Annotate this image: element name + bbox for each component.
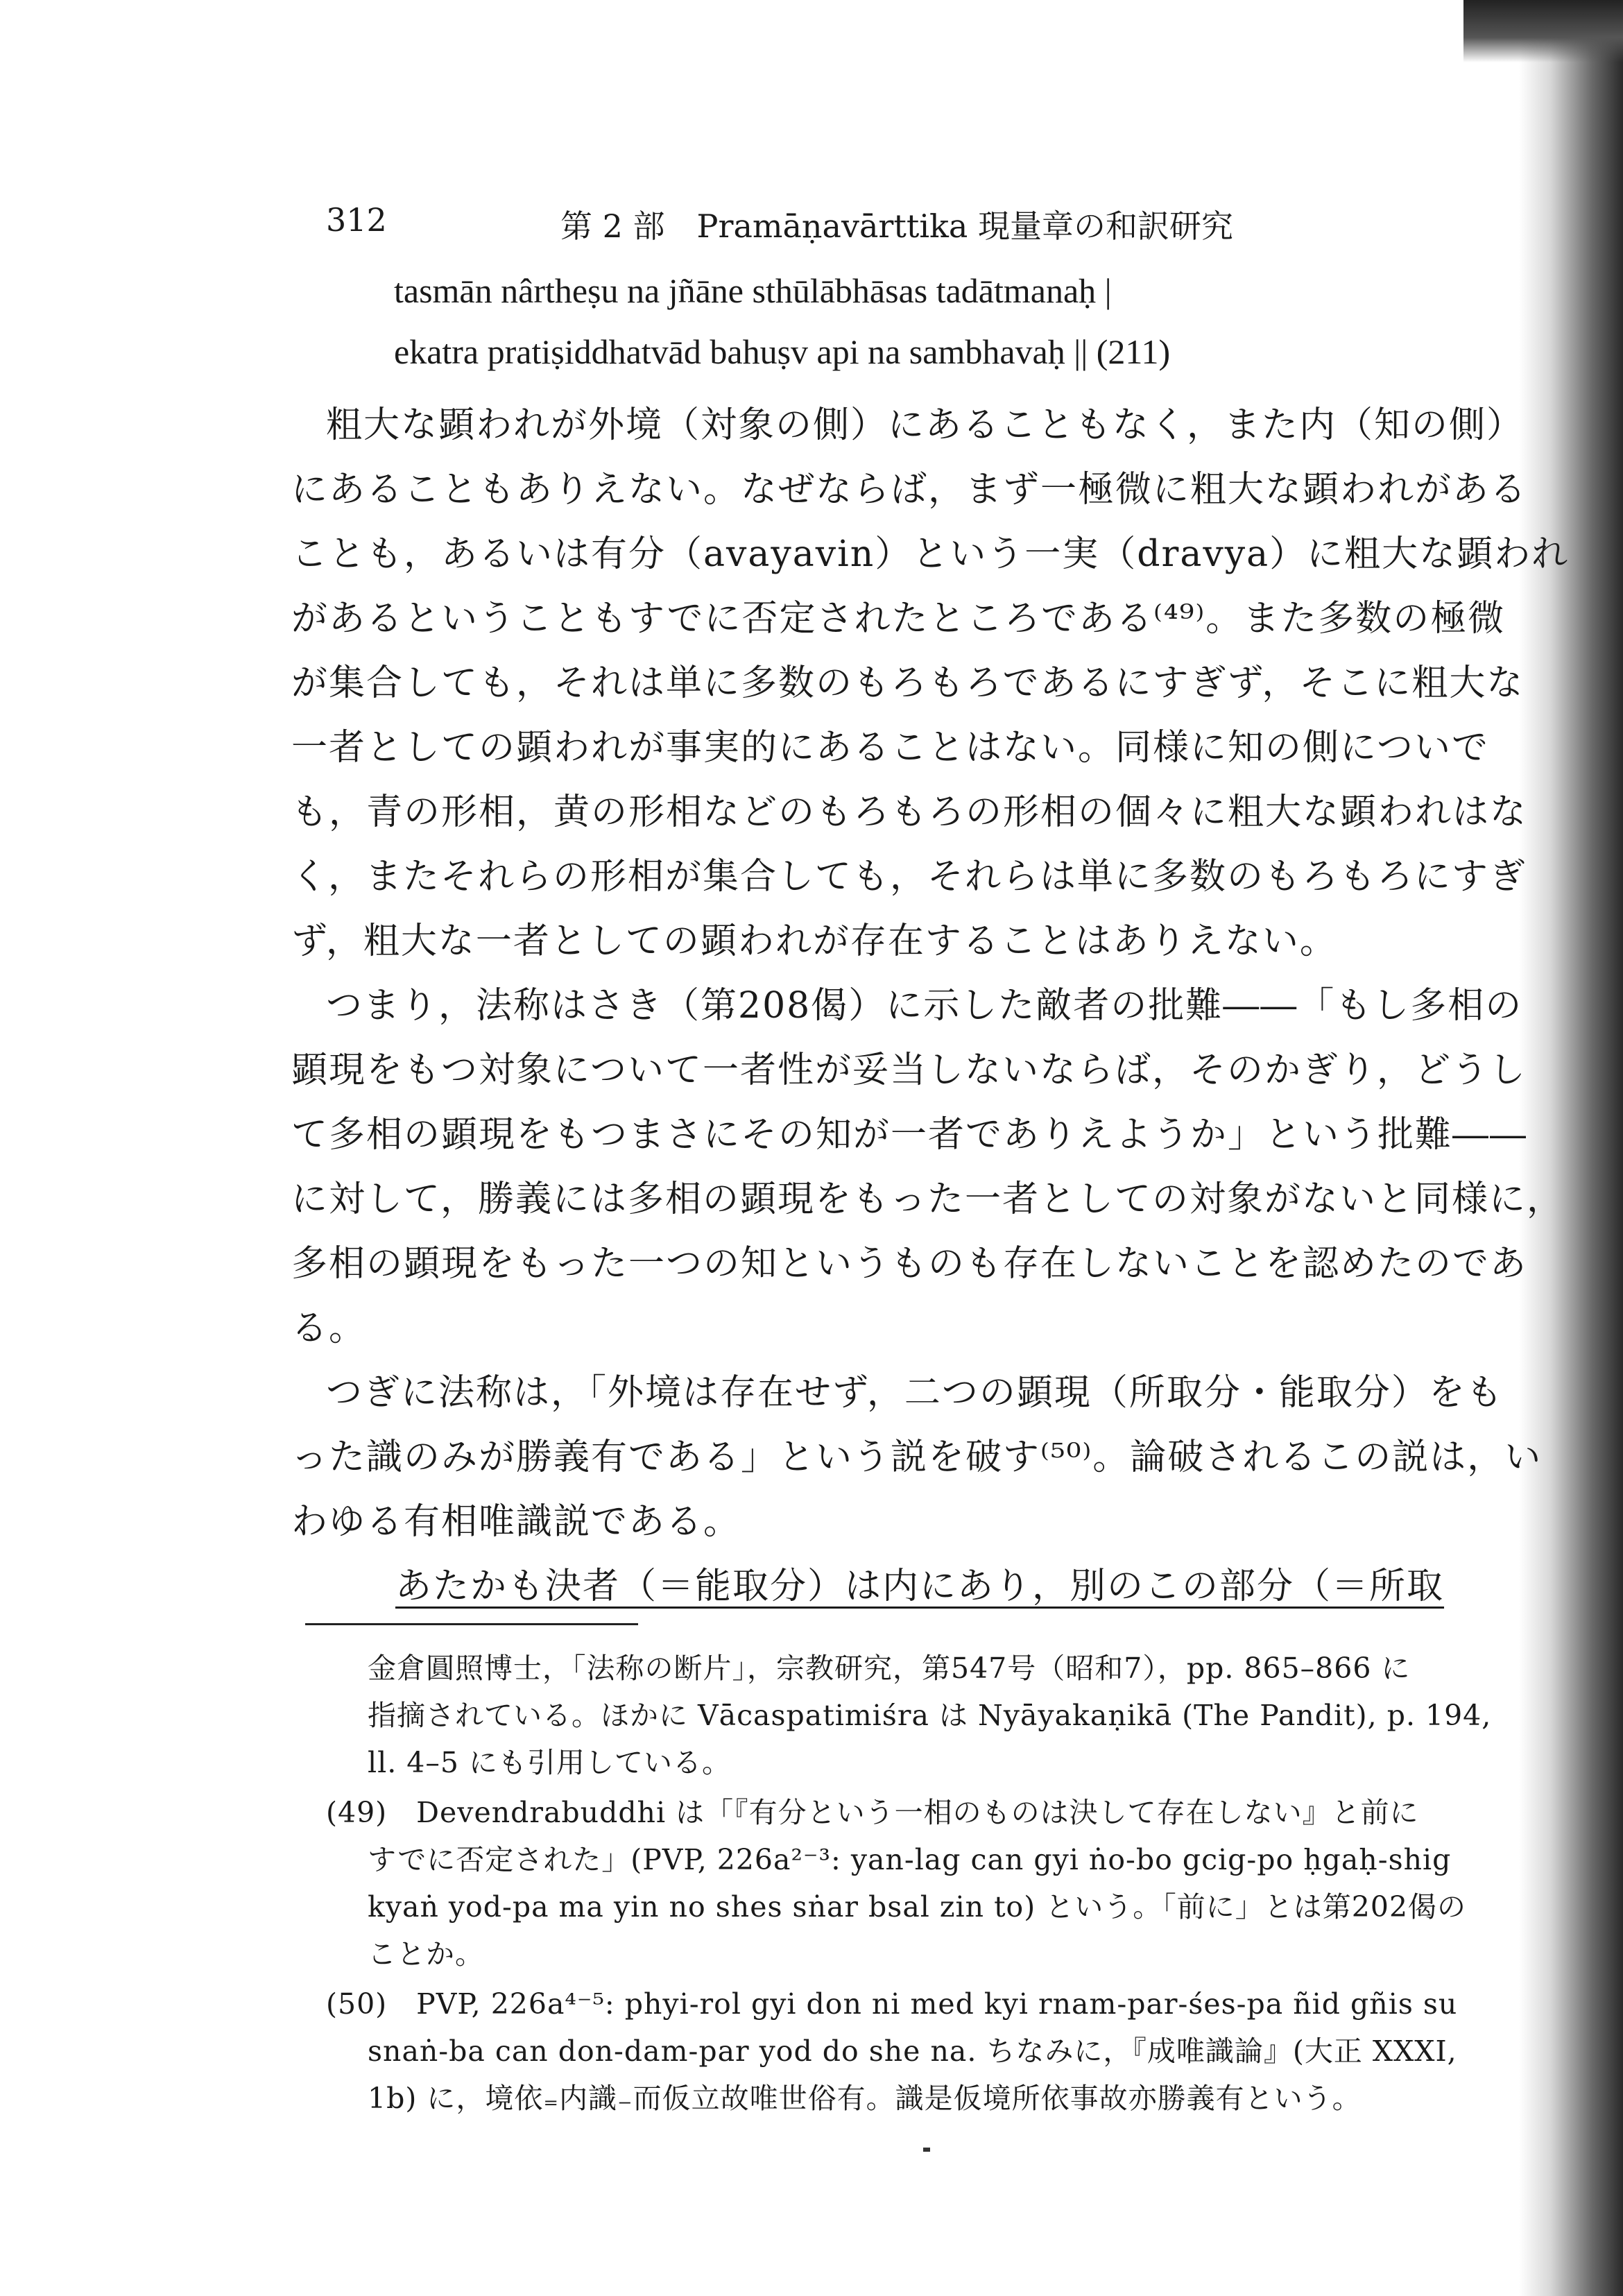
footnote-line: snaṅ-ba can don-dam-par yod do she na. ちなみに，『成唯識論』(大正 XXXI, [368,2034,1457,2068]
body-line: つまり，法称はさき（第208偈）に示した敵者の批難――「もし多相の [326,985,1523,1027]
body-line: が集合しても，それは単に多数のもろもろであるにすぎず，そこに粗大な [291,662,1525,704]
body-line-underlined: あたかも決者（＝能取分）は内にあり，別のこの部分（＝所取 [395,1566,1445,1607]
body-line: に対して，勝義には多相の顕現をもった一者としての対象がないと同様に， [291,1179,1564,1220]
running-title: 第 2 部 Pramāṇavārttika 現量章の和訳研究 [560,207,1233,245]
footnote-rule [305,1623,638,1625]
body-line: て多相の顕現をもつまさにその知が一者でありえようか」という批難―― [291,1114,1528,1156]
footnote-line: ll. 4–5 にも引用している。 [368,1746,731,1779]
footnote-line: (50) PVP, 226a⁴⁻⁵: phyi-rol gyi don ni med kyi rnam-par-śes-pa ñid gñis su [326,1987,1458,2021]
verse-line-1: tasmān nârtheṣu na jñāne sthūlābhāsas tadātmanaḥ | [394,271,1112,310]
body-line: があるということもすでに否定されたところである⁽⁴⁹⁾。また多数の極微 [291,598,1506,640]
body-line: 多相の顕現をもった一つの知というものも存在しないことを認めたのであ [291,1243,1528,1285]
body-line: にあることもありえない。なぜならば，まず一極微に粗大な顕われがある [291,469,1528,511]
body-line: つぎに法称は，「外境は存在せず，二つの顕現（所取分・能取分）をも [326,1372,1504,1414]
scan-corner-shadow [1463,0,1623,62]
body-line: 顕現をもつ対象について一者性が妥当しないならば，そのかぎり，どうし [291,1050,1527,1091]
body-line: った識のみが勝義有である」という説を破す⁽⁵⁰⁾。論破されるこの説は，い [291,1437,1543,1478]
body-line: 粗大な顕われが外境（対象の側）にあることもなく，また内（知の側） [326,404,1524,446]
footnote-line: 指摘されている。ほかに Vācaspatimiśra は Nyāyakaṇikā (The Pandit), p. 194, [368,1699,1492,1732]
footnote-line: kyaṅ yod-pa ma yin no shes sṅar bsal zin to) という。「前に」とは第202偈の [368,1890,1467,1924]
page-number: 312 [326,201,387,239]
body-line: わゆる有相唯識説である。 [291,1501,741,1543]
body-line: く，またそれらの形相が集合しても，それらは単に多数のもろもろにすぎ [291,856,1527,898]
page-speck [923,2148,930,2152]
footnote-line: 金倉圓照博士，「法称の断片」，宗教研究，第547号（昭和7），pp. 865–866 に [368,1652,1411,1685]
footnote-line: 1b) に，境依₌内識₋而仮立故唯世俗有。識是仮境所依事故亦勝義有という。 [368,2082,1362,2115]
verse-line-2: ekatra pratiṣiddhatvād bahuṣv api na sambhavaḥ || (211) [394,332,1171,371]
footnote-line: すでに否定された」(PVP, 226a²⁻³: yan-lag can gyi ṅo-bo gcig-po ḥgaḥ-shig [368,1843,1452,1876]
footnote-line: ことか。 [368,1937,484,1971]
footnote-line: (49) Devendrabuddhi は「『有分という一相のものは決して存在しない』と前に [326,1796,1419,1829]
body-line: ず，粗大な一者としての顕われが存在することはありえない。 [291,920,1337,962]
body-line: も，青の形相，黄の形相などのもろもろの形相の個々に粗大な顕われはな [291,791,1528,833]
body-line: る。 [291,1308,367,1349]
body-line: 一者としての顕われが事実的にあることはない。同様に知の側についで [291,727,1489,769]
body-line: ことも，あるいは有分（avayavin）という一実（dravya）に粗大な顕われ [291,533,1570,575]
scan-page-edge-shadow [1519,0,1623,2296]
